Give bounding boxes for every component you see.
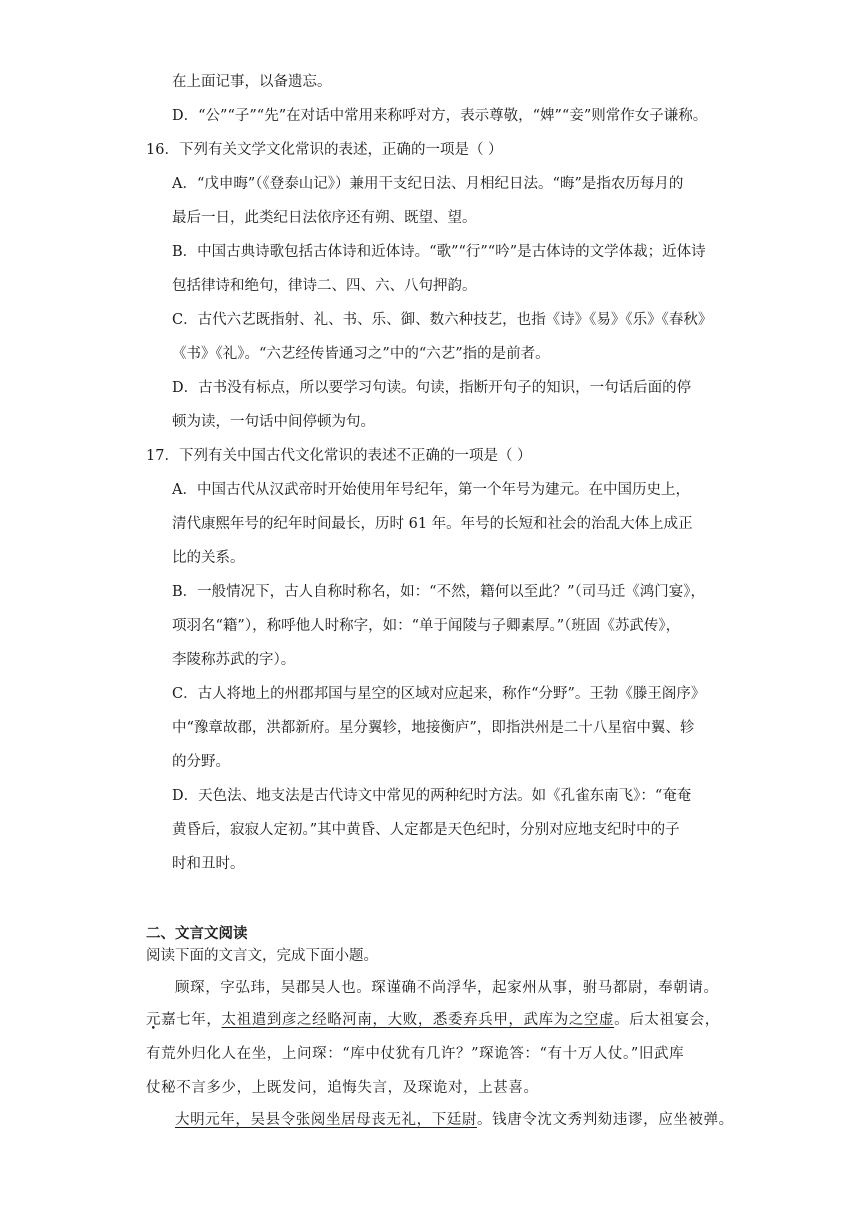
q17-option-a-line2: 清代康熙年号的纪年时间最长，历时 61 年。年号的长短和社会的治乱大体上成正	[172, 516, 693, 532]
passage-p2-line1	[175, 1110, 734, 1130]
q16-option-c-line1: C．古代六艺既指射、礼、书、乐、御、数六种技艺，也指《诗》《易》《乐》《春秋》	[172, 312, 713, 328]
q17-option-b-line3: 李陵称苏武的字）。	[172, 652, 296, 668]
passage-p1-line2-a: 嘉七年，	[161, 1012, 222, 1028]
passage-p1-line1: 顾琛，字弘玮，吴郡吴人也。琛谨确不尚浮华，起家州从事，驸马都尉，奉朝请。	[175, 980, 719, 996]
passage-p1-line3: 有荒外归化人在坐，上问琛：“库中仗犹有几许？”琛诡答：“有十万人仗。”旧武库	[146, 1046, 685, 1062]
q17-option-b-line2: 项羽名“籍”），称呼他人时称字，如：“单于闻陵与子卿素厚。”（班固《苏武传》，	[172, 618, 681, 634]
q16-option-a-line1: A．“戊申晦”（《登泰山记》）兼用干支纪日法、月相纪日法。“晦”是指农历每月的	[172, 176, 684, 192]
dotted-char: 元	[146, 1012, 162, 1028]
q17-option-c-line2: 中“豫章故郡，洪都新府。星分翼轸，地接衡庐”，即指洪州是二十八星宿中翼、轸	[172, 720, 695, 736]
q17-option-d-line3: 时和丑时。	[172, 856, 245, 872]
passage-p1-line4: 仗秘不言多少，上既发问，追悔失言，及琛诡对，上甚喜。	[146, 1080, 539, 1096]
q15-option-d: D．“公”“子”“先”在对话中常用来称呼对方，表示尊敬，“婢”“妾”则常作女子谦称。	[172, 108, 708, 124]
underlined-sentence-2: 大明元年，吴县令张阅坐居母丧无礼，下廷尉	[175, 1112, 477, 1128]
underlined-sentence-1: 太祖遣到彦之经略河南，大败，悉委弃兵甲，武库为之空虚	[221, 1012, 615, 1028]
section-instruction: 阅读下面的文言文，完成下面小题。	[146, 948, 378, 964]
q17-option-d-line2: 黄昏后，寂寂人定初。”其中黄昏、人定都是天色纪时，分别对应地支纪时中的子	[172, 822, 680, 838]
q17-option-d-line1: D．天色法、地支法是古代诗文中常见的两种纪时方法。如《孔雀东南飞》：“奄奄	[172, 788, 692, 804]
section-title: 二、文言文阅读	[146, 926, 248, 942]
passage-p1-line2	[146, 1010, 720, 1030]
q15-option-c-continuation: 在上面记事，以备遗忘。	[172, 74, 332, 90]
q16-stem: 16．下列有关文学文化常识的表述，正确的一项是（ ）	[146, 142, 503, 158]
q16-option-d-line1: D．古书没有标点，所以要学习句读。句读，指断开句子的知识，一句话后面的停	[172, 380, 692, 396]
q17-option-c-line3: 的分野。	[172, 754, 230, 770]
passage-p1-line2-b: 。后太祖宴会，	[614, 1012, 720, 1028]
q16-option-b-line2: 包括律诗和绝句，律诗二、四、六、八句押韵。	[172, 278, 477, 294]
q17-option-c-line1: C．古人将地上的州郡邦国与星空的区域对应起来，称作“分野”。王勃《滕王阁序》	[172, 686, 706, 702]
q16-option-c-line2: 《书》《礼》。“六艺经传皆通习之”中的“六艺”指的是前者。	[172, 346, 550, 362]
q17-option-a-line3: 比的关系。	[172, 550, 245, 566]
q16-option-d-line2: 顿为读，一句话中间停顿为句。	[172, 414, 375, 430]
q16-option-b-line1: B．中国古典诗歌包括古体诗和近体诗。“歌”“行”“吟”是古体诗的文学体裁；近体诗	[172, 244, 706, 260]
q16-option-a-line2: 最后一日，此类纪日法依序还有朔、既望、望。	[172, 210, 477, 226]
q17-option-a-line1: A．中国古代从汉武帝时开始使用年号纪年，第一个年号为建元。在中国历史上，	[172, 482, 690, 498]
passage-p2-line1-b: 。钱唐令沈文秀判劾违谬，应坐被弹。	[477, 1112, 734, 1128]
q17-stem: 17．下列有关中国古代文化常识的表述不正确的一项是（ ）	[146, 448, 532, 464]
q17-option-b-line1: B．一般情况下，古人自称时称名，如：“不然，籍何以至此？”（司马迁《鸿门宴》，	[172, 584, 705, 600]
